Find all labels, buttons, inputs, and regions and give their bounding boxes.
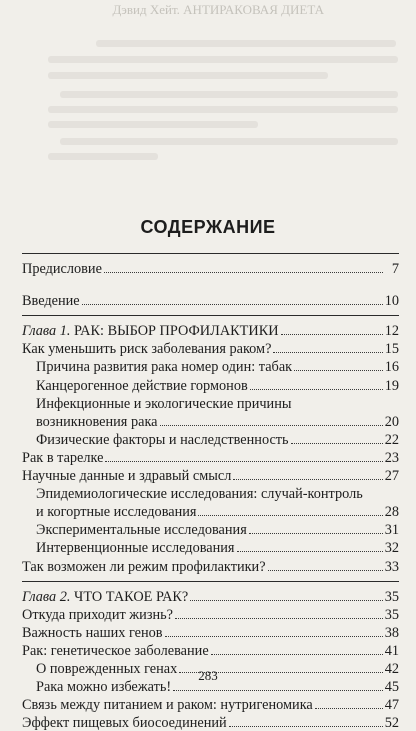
table-of-contents — [22, 253, 399, 731]
toc-entry-sub-line2: возникновения рака 20 — [36, 413, 399, 430]
running-head: Дэвид Хейт. АНТИРАКОВАЯ ДИЕТА — [112, 2, 324, 17]
toc-entry-preface: Предисловие 7 — [22, 261, 399, 278]
toc-entry: Как уменьшить риск заболевания раком? 15 — [22, 341, 399, 358]
toc-entry-sub-line1: Инфекционные и экологические причины — [36, 395, 292, 412]
toc-entry-chapter-2: Глава 2. ЧТО ТАКОЕ РАК? 35 — [22, 588, 399, 605]
bleed-line — [48, 72, 328, 79]
bleed-line — [96, 40, 396, 47]
toc-entry-introduction: Введение 10 — [22, 293, 399, 310]
toc-entry-sub-line2: и когортные исследования 28 — [36, 504, 399, 521]
toc-entry-sub: Рака можно избежать! 45 — [36, 679, 399, 696]
bleed-line — [60, 138, 398, 145]
toc-entry-sub: Интервенционные исследования 32 — [36, 540, 399, 557]
toc-entry: Связь между питанием и раком: нутригеномика 47 — [22, 697, 399, 714]
toc-entry: Рак в тарелке 23 — [22, 449, 399, 466]
toc-entry: Откуда приходит жизнь? 35 — [22, 606, 399, 623]
toc-entry-sub-line1: Эпидемиологические исследования: случай-контроль — [36, 486, 363, 503]
toc-entry-sub: Канцерогенное действие гормонов 19 — [36, 377, 399, 394]
bleed-line — [60, 91, 398, 98]
contents-heading: СОДЕРЖАНИЕ — [140, 217, 276, 237]
toc-entry-sub: Экспериментальные исследования 31 — [36, 522, 399, 539]
bleed-line — [48, 121, 258, 128]
toc-entry: Рак: генетическое заболевание 41 — [22, 642, 399, 659]
bleed-line — [48, 153, 158, 160]
toc-entry-chapter-1: Глава 1. РАК: ВЫБОР ПРОФИЛАКТИКИ 12 — [22, 323, 399, 340]
toc-entry: Научные данные и здравый смысл 27 — [22, 468, 399, 485]
bleed-through-text — [0, 0, 416, 170]
toc-entry-sub: Причина развития рака номер один: табак 16 — [36, 359, 399, 376]
toc-entry: Важность наших генов 38 — [22, 624, 399, 641]
toc-entry: Так возможен ли режим профилактики? 33 — [22, 558, 399, 575]
toc-entry-sub: О поврежденных генах 42 — [36, 660, 399, 677]
toc-entry: Эффект пищевых биосоединений 52 — [22, 715, 399, 731]
bleed-line — [48, 106, 398, 113]
toc-entry-sub: Физические факторы и наследственность 22 — [36, 431, 399, 448]
bleed-line — [48, 56, 398, 63]
page-number: 283 — [198, 668, 218, 683]
